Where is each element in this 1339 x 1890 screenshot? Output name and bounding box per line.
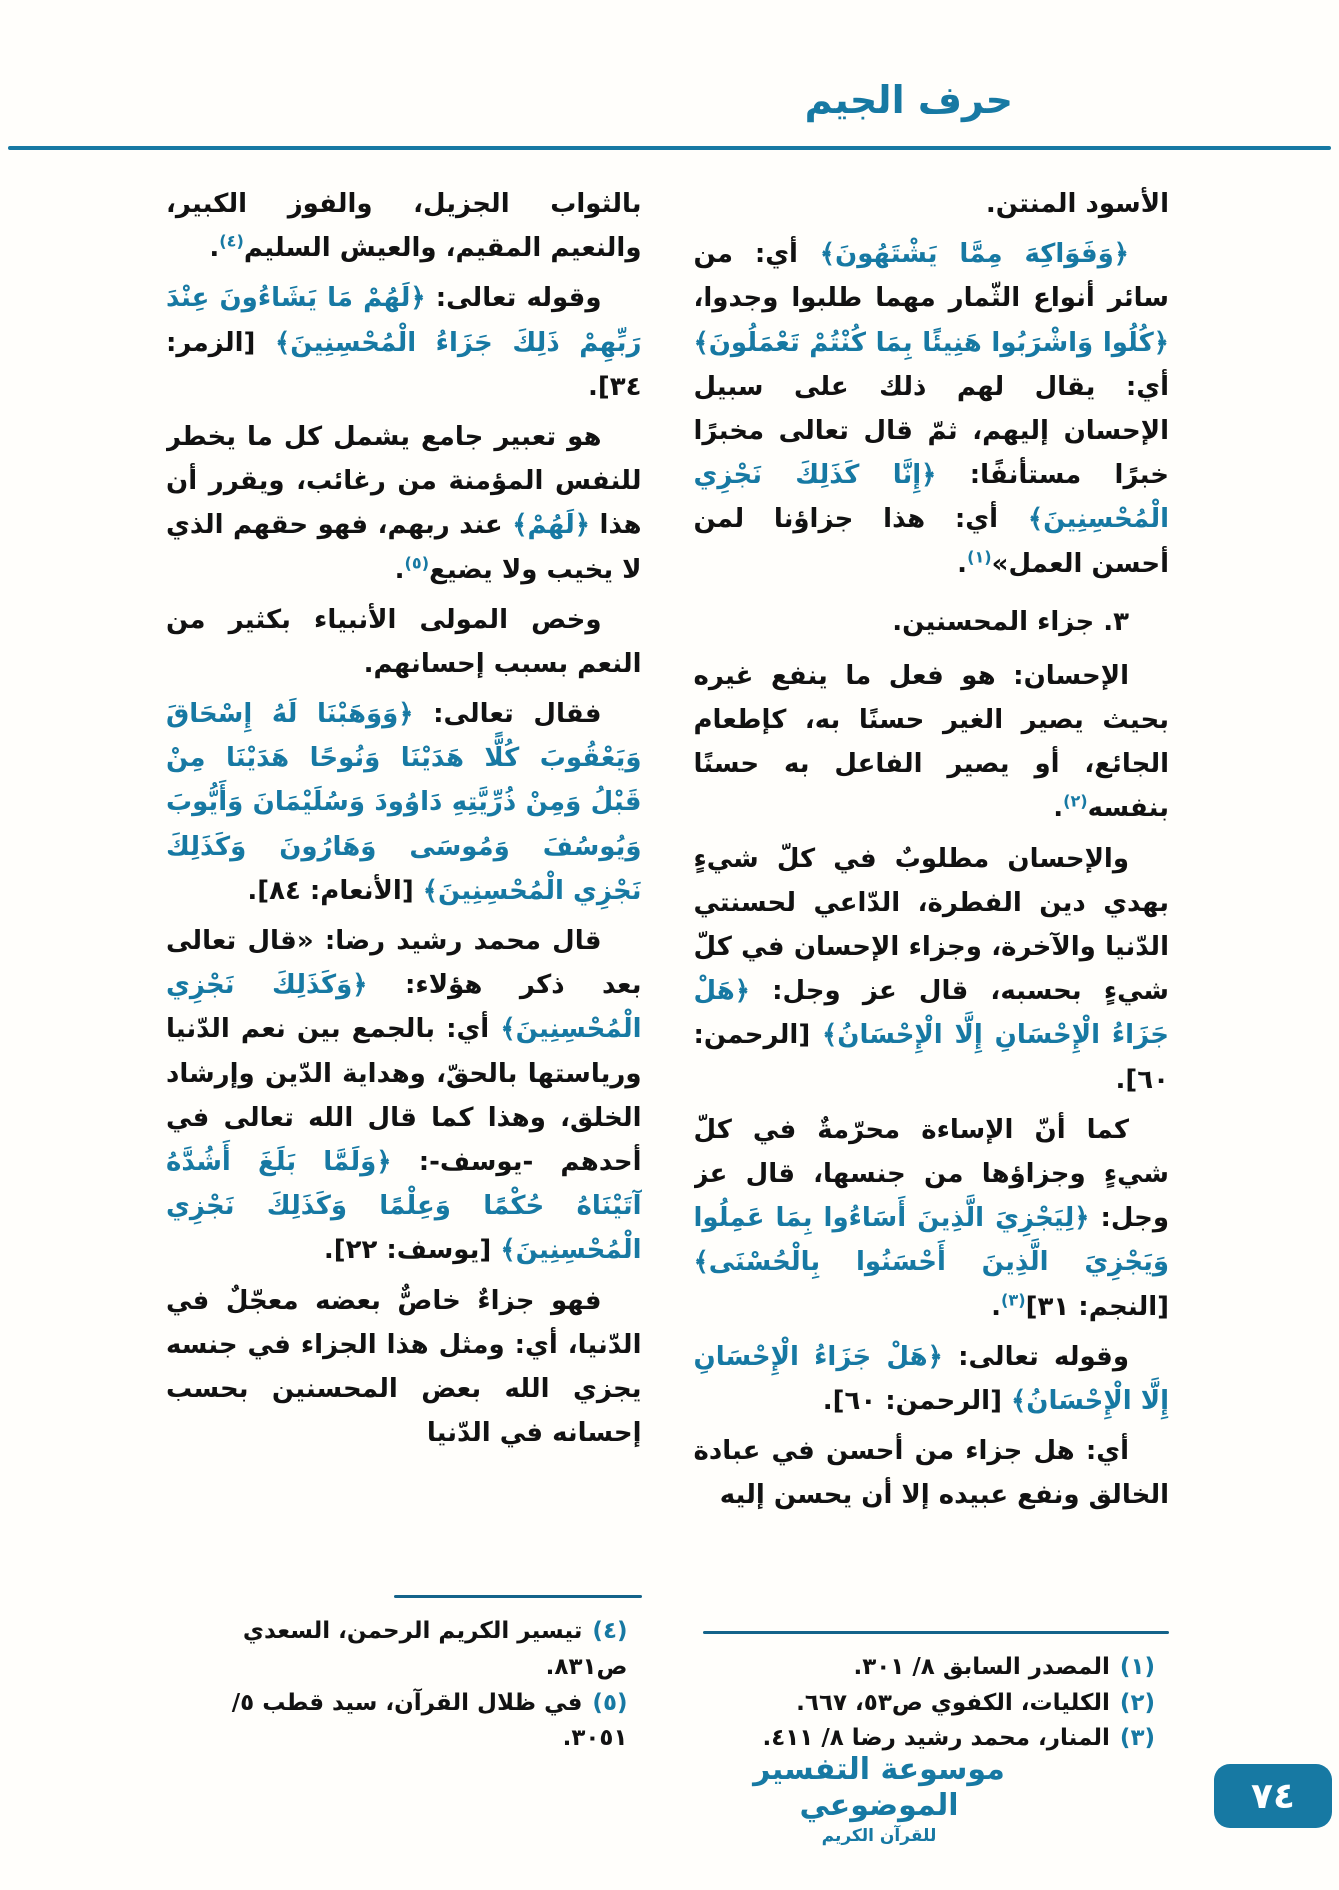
footnote-divider [394,1595,641,1598]
body-text: . [209,233,220,264]
footnote-text: الكليات، الكفوي ص٥٣، ٦٦٧. [796,1689,1110,1716]
page-number-badge [1214,1764,1332,1828]
body-text: أي: من سائر أنواع الثّمار مهما طلبوا وجدوا، [693,239,1169,314]
footnote [166,1614,642,1685]
body-text [1002,1386,1011,1416]
footnote-marker: (١) [967,546,992,566]
page-number: ٧٤ [1251,1775,1295,1817]
paragraph [694,837,1170,1102]
footnote-marker: (٣) [1001,1289,1026,1309]
logo-title: موسوعة التفسير الموضوعي [753,1752,1005,1823]
body-text: . [1053,793,1064,824]
quran-verse: ﴿لَهُمْ﴾ [512,510,591,541]
quran-verse: ﴿وَفَوَاكِهَ مِمَّا يَشْتَهُونَ﴾ [819,239,1129,270]
body-text: . [957,548,968,579]
paragraph [166,1279,642,1456]
body-text: الإحسان: هو فعل ما ينفع غيره بحيث يصير الغير حسنًا به، كإطعام الجائع، أو يصير الفاعل به حسنًا بنفسه [693,660,1169,824]
column-right [694,182,1170,1757]
header-divider [8,146,1331,150]
paragraph [694,232,1170,586]
body-text: ٣. جزاء المحسنين. [892,606,1129,637]
paragraph [166,598,642,686]
body-text: بالثواب الجزيل، والفوز الكبير، والنعيم المقيم، والعيش السليم [166,189,642,264]
paragraph [166,692,642,913]
quran-verse: ﴿وَلَمَّا بَلَغَ أَشُدَّهُ آتَيْنَاهُ حُكْمًا وَعِلْمًا وَكَذَلِكَ نَجْزِي الْمُحْسِنِينَ﴾ [166,1146,642,1266]
body-text: عند ربهم، فهو حقهم الذي لا يخيب ولا يضيع [166,510,642,585]
quran-verse: ﴿لِيَجْزِيَ الَّذِينَ أَسَاءُوا بِمَا عَمِلُوا وَيَجْزِيَ الَّذِينَ أَحْسَنُوا بِالْحُسْنَى﴾ [693,1203,1169,1278]
footnote-number: (٣) [1119,1725,1155,1752]
verse-reference: [الزمر: ٣٤]. [166,327,642,402]
footnote-text: تيسير الكريم الرحمن، السعدي ص٨٣١. [242,1618,628,1681]
page-content [166,182,1169,1750]
body-text: أي: هل جزاء من أحسن في عبادة الخالق ونفع عبيده إلا أن يحسن إليه [693,1436,1169,1511]
paragraph [694,182,1170,226]
body-text: والإحسان مطلوبٌ في كلّ شيءٍ بهدي دين الفطرة، الدّاعي لحسنتي الدّنيا والآخرة، وجزاء الإحسان في كلّ شيءٍ بحسبه، قال عز وجل: [693,843,1169,1007]
footnote [694,1650,1170,1686]
body-text: أي: يقال لهم ذلك على سبيل الإحسان إليهم، ثمّ قال تعالى مخبرًا خبرًا مستأنفًا: [693,371,1169,491]
quran-verse: ﴿كُلُوا وَاشْرَبُوا هَنِيئًا بِمَا كُنْتُمْ تَعْمَلُونَ﴾ [693,327,1169,358]
body-text: وخص المولى الأنبياء بكثير من النعم بسبب إحسانهم. [166,604,642,679]
verse-reference: [الرحمن: ٦٠]. [822,1385,1002,1416]
body-text: قال محمد رشيد رضا: «قال تعالى بعد ذكر هؤلاء: [166,926,642,1001]
quran-verse: ﴿وَوَهَبْنَا لَهُ إِسْحَاقَ وَيَعْقُوبَ كُلًّا هَدَيْنَا وَنُوحًا هَدَيْنَا مِنْ قَبْلُ وَمِنْ ذُرِّيَّتِهِ دَاوُودَ وَسُلَيْمَانَ وَأَيُّوبَ وَيُوسُفَ وَمُوسَى وَهَارُونَ وَكَذَلِكَ نَجْزِي الْمُحْسِنِينَ﴾ [166,699,642,906]
body-text: فقال تعالى: [413,699,602,730]
body-text [491,1235,500,1265]
body-text: فهو جزاءٌ خاصٌّ بعضه معجّلٌ في الدّنيا، أي: ومثل هذا الجزاء في جنسه يجزي الله بعض المحسنين بحسب إحسانه في الدّنيا [166,1285,642,1449]
body-text: كما أنّ الإساءة محرّمةٌ في كلّ شيءٍ وجزاؤها من جنسها، قال عز وجل: [693,1114,1169,1234]
quran-verse: ﴿لَهُمْ مَا يَشَاءُونَ عِنْدَ رَبِّهِمْ ذَلِكَ جَزَاءُ الْمُحْسِنِينَ﴾ [166,283,642,358]
footnotes-right [694,1625,1170,1757]
body-text: . [991,1291,1002,1322]
footnote-text: في ظلال القرآن، سيد قطب ٥/ ٣٠٥١. [231,1689,628,1752]
footnote-list-left [166,1614,642,1757]
paragraph [694,654,1170,831]
paragraph [166,182,642,270]
verse-reference: [النجم: ٣١] [1025,1291,1169,1322]
body-text: وقوله تعالى: [425,283,602,314]
body-text [414,876,423,906]
footnote-number: (٤) [592,1618,628,1645]
body-text: الأسود المنتن. [985,189,1169,219]
verse-reference: [الرحمن: ٦٠]. [693,1020,1169,1095]
footnote-divider [703,1631,1169,1634]
body-text [810,1020,822,1050]
body-text: وقوله تعالى: [942,1341,1129,1372]
footnotes-left [166,1589,642,1757]
logo-subtitle: للقرآن الكريم [821,1826,937,1846]
column-left [166,182,642,1757]
footnote-marker: (٤) [219,231,244,251]
body-text: أي: هذا جزاؤنا لمن أحسن العمل» [693,504,1169,579]
paragraph [166,415,642,592]
footnote-number: (٥) [592,1689,628,1716]
verse-reference: [يوسف: ٢٢]. [323,1235,492,1266]
quran-verse: ﴿وَكَذَلِكَ نَجْزِي الْمُحْسِنِينَ﴾ [166,970,642,1045]
footnote-marker: (٥) [404,552,430,572]
quran-verse: ﴿هَلْ جَزَاءُ الْإِحْسَانِ إِلَّا الْإِحْسَانُ﴾ [693,976,1169,1051]
sub-heading [694,600,1170,644]
body-text: هو تعبير جامع يشمل كل ما يخطر للنفس المؤمنة من رغائب، ويقرر أن هذا [166,421,642,541]
verse-reference: [الأنعام: ٨٤]. [247,875,414,906]
footnote-text: المنار، محمد رشيد رضا ٨/ ٤١١. [762,1725,1110,1752]
paragraph [166,919,642,1273]
footnote-list-right [694,1650,1170,1757]
footnote-number: (١) [1119,1654,1155,1681]
footnote-number: (٢) [1119,1689,1155,1716]
section-title: حرف الجيم [804,78,1013,122]
footnote [166,1686,642,1757]
body-text [255,328,275,358]
quran-verse: ﴿إِنَّا كَذَلِكَ نَجْزِي الْمُحْسِنِينَ﴾ [693,460,1169,535]
column-right-body [694,182,1170,1523]
body-text: . [394,554,405,585]
quran-verse: ﴿هَلْ جَزَاءُ الْإِحْسَانِ إِلَّا الْإِحْسَانُ﴾ [693,1341,1169,1416]
body-text: أي: بالجمع بين نعم الدّنيا ورياستها بالحقّ، وهداية الدّين وإرشاد الخلق، وهذا كما قال الله تعالى في أحدهم -يوسف-: [166,1014,642,1177]
paragraph [694,1335,1170,1423]
paragraph [694,1108,1170,1329]
footnote-marker: (٢) [1063,791,1088,811]
paragraph [166,276,642,409]
footnote [694,1686,1170,1722]
footnote-text: المصدر السابق ٨/ ٣٠١. [853,1654,1110,1681]
column-left-body [166,182,642,1461]
paragraph [694,1429,1170,1517]
publisher-logo [739,1752,1019,1846]
